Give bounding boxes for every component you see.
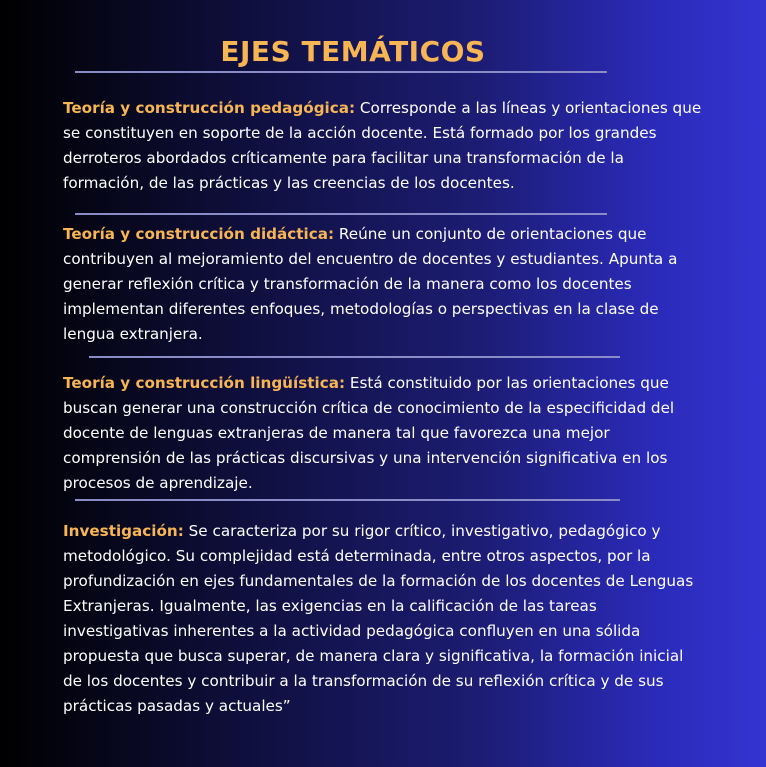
section-didactica [63, 222, 703, 347]
section-linguistica [63, 371, 703, 496]
section-heading: Teoría y construcción lingüística: [63, 374, 346, 392]
section-divider [89, 356, 620, 358]
section-body: Reúne un conjunto de orientaciones que contribuyen al mejoramiento del encuentro de docentes y estudiantes. Apunta a generar reflexión crítica y transformación de la manera como los docentes implementan diferentes enfoques, metodologías o perspectivas en la clase de lengua extranjera. [63, 225, 678, 343]
section-pedagogica [63, 96, 703, 196]
page-title: EJES TEMÁTICOS [220, 35, 486, 68]
title-divider [75, 71, 607, 73]
section-heading: Teoría y construcción didáctica: [63, 225, 335, 243]
section-body: Se caracteriza por su rigor crítico, investigativo, pedagógico y metodológico. Su complejidad está determinada, entre otros aspectos, por la profundización en ejes fundamentales de la formación de los docentes de Lenguas Extranjeras. Igualmente, las exigencias en la calificación de las tareas investigativas inherentes a la actividad pedagógica confluyen en una sólida propuesta que busca superar, de manera clara y significativa, la formación inicial de los docentes y contribuir a la transformación de su reflexión crítica y de sus prácticas pasadas y actuales” [63, 522, 694, 715]
section-body: Corresponde a las líneas y orientaciones que se constituyen en soporte de la acción docente. Está formado por los grandes derroteros abordados críticamente para facilitar una transformación de la formación, de las prácticas y las creencias de los docentes. [63, 99, 702, 192]
section-heading: Investigación: [63, 522, 184, 540]
section-body: Está constituido por las orientaciones que buscan generar una construcción crítica de conocimiento de la especificidad del docente de lenguas extranjeras de manera tal que favorezca una mejor comprensión de las prácticas discursivas y una intervención significativa en los procesos de aprendizaje. [63, 374, 675, 492]
section-divider [75, 499, 620, 501]
section-heading: Teoría y construcción pedagógica: [63, 99, 356, 117]
section-investigacion [63, 519, 703, 719]
section-divider [75, 213, 607, 215]
